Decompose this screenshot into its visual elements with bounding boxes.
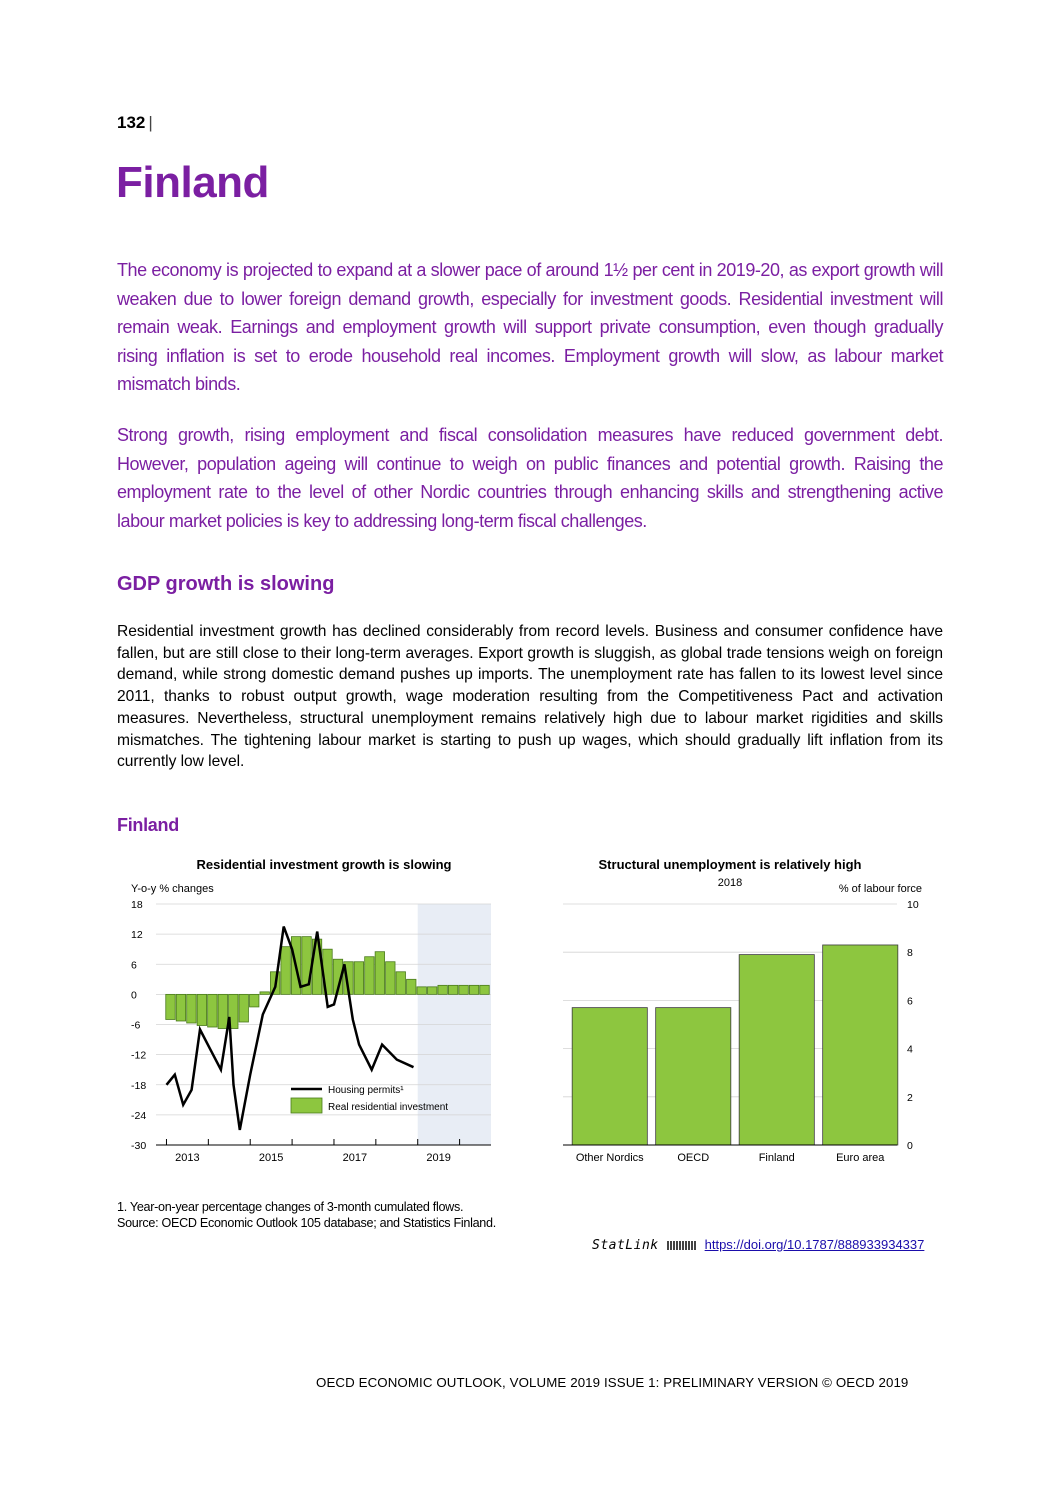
y-tick-label: 12: [131, 929, 143, 942]
bar-residential-investment: [260, 992, 269, 995]
section-heading: GDP growth is slowing: [117, 573, 335, 595]
page-number: 132 |: [117, 113, 153, 132]
y-axis-label-right: % of labour force: [838, 883, 922, 895]
bar-residential-investment: [438, 985, 447, 994]
y-tick-label: 8: [907, 947, 913, 960]
y-tick-label: 2: [907, 1091, 913, 1104]
bar-residential-investment: [176, 994, 185, 1021]
chart-title-residential: Residential investment growth is slowing: [196, 857, 452, 872]
y-tick-label: 6: [131, 959, 137, 972]
bar-residential-investment: [396, 972, 405, 995]
footnote-note: 1. Year-on-year percentage changes of 3-month cumulated flows.: [117, 1200, 464, 1214]
bar-residential-investment: [480, 985, 489, 994]
legend-label-investment: Real residential investment: [328, 1102, 449, 1113]
bar-residential-investment: [166, 994, 175, 1019]
x-tick-label: 2019: [426, 1152, 451, 1164]
bar-residential-investment: [448, 985, 457, 994]
bar-residential-investment: [187, 994, 196, 1023]
bar-unemployment: [572, 1008, 647, 1145]
bar-residential-investment: [459, 985, 468, 994]
summary-paragraph: The economy is projected to expand at a slower pace of around 1½ per cent in 2019-20, as export growth will weaken due to lower foreign demand growth, especially for investment goods. Residential investment will remain weak. Earnings and employment growth will support private consumption, even though gradually rising inflation is set to erode household real incomes. Employment growth will slow, as labour market mismatch binds.: [117, 260, 943, 394]
bar-residential-investment: [218, 994, 227, 1028]
statlink-url-link[interactable]: https://doi.org/10.1787/888933934337: [704, 1237, 925, 1252]
bar-residential-investment: [469, 985, 478, 994]
y-tick-label: 4: [907, 1043, 913, 1056]
bar-residential-investment: [417, 987, 426, 995]
y-tick-label: 10: [907, 899, 919, 911]
x-category-label: Euro area: [836, 1152, 885, 1164]
statlink-logo-icon: [667, 1241, 697, 1250]
bar-unemployment: [823, 945, 898, 1145]
y-tick-label: -6: [131, 1019, 141, 1032]
bar-unemployment: [739, 955, 814, 1145]
x-tick-label: 2013: [175, 1152, 200, 1164]
page-footer: OECD ECONOMIC OUTLOOK, VOLUME 2019 ISSUE 1: PRELIMINARY VERSION © OECD 2019: [316, 1375, 909, 1390]
y-tick-label: -18: [131, 1079, 147, 1092]
y-axis-label: Y-o-y % changes: [131, 883, 214, 895]
y-tick-label: -30: [131, 1140, 147, 1152]
legend-label-housing: Housing permits¹: [328, 1085, 404, 1096]
x-category-label: Other Nordics: [575, 1152, 644, 1164]
y-tick-label: -12: [131, 1049, 147, 1062]
bar-residential-investment: [365, 957, 374, 995]
x-tick-label: 2017: [342, 1152, 368, 1164]
x-category-label: OECD: [677, 1152, 710, 1164]
bar-residential-investment: [208, 994, 217, 1027]
chart-title-unemployment: Structural unemployment is relatively high: [598, 857, 862, 872]
page-title: Finland: [116, 158, 269, 207]
bar-residential-investment: [386, 962, 395, 995]
bar-residential-investment: [375, 952, 384, 995]
y-tick-label: 6: [907, 995, 913, 1008]
footnote-source: Source: OECD Economic Outlook 105 database; and Statistics Finland.: [117, 1216, 496, 1230]
body-paragraph: Residential investment growth has declined considerably from record levels. Business and consumer confidence have fallen, but are still close to their long-term averages. Export growth is sluggish, as global trade tensions weigh on foreign demand, while strong domestic demand pushes up imports. The unemployment rate has fallen to its lowest level since 2011, thanks to robust output growth, wage moderation resulting from the Competitiveness Pact and activation measures. Nevertheless, structural unemployment remains relatively high due to labour market rigidities and skills mismatches. The tightening labour market is starting to push up wages, which should gradually lift inflation from its currently low level.: [117, 623, 943, 771]
figure-footnote: [117, 1199, 496, 1231]
bar-residential-investment: [250, 994, 259, 1007]
bar-residential-investment: [239, 994, 248, 1022]
y-tick-label: 18: [131, 899, 143, 911]
bar-residential-investment: [281, 947, 290, 995]
bar-residential-investment: [407, 979, 416, 994]
bar-residential-investment: [197, 994, 206, 1025]
bar-unemployment: [656, 1008, 731, 1145]
bar-residential-investment: [354, 962, 363, 995]
x-tick-label: 2015: [258, 1152, 284, 1164]
legend-bar-swatch: [291, 1098, 322, 1113]
figure-title: Finland: [117, 815, 179, 835]
chart-subtitle-year: 2018: [717, 877, 743, 889]
y-tick-label: -24: [131, 1109, 147, 1122]
y-tick-label: 0: [131, 989, 137, 1002]
x-category-label: Finland: [758, 1152, 795, 1164]
statlink: [592, 1237, 924, 1253]
summary-paragraph: Strong growth, rising employment and fiscal consolidation measures have reduced government debt. However, population ageing will continue to weigh on public finances and potential growth. Raising the employment rate to the level of other Nordic countries through enhancing skills and strengthening active labour market policies is key to addressing long-term fiscal challenges.: [117, 425, 943, 531]
y-tick-label: 0: [907, 1140, 913, 1152]
statlink-brand: StatLink: [592, 1238, 659, 1253]
bar-residential-investment: [427, 987, 436, 995]
